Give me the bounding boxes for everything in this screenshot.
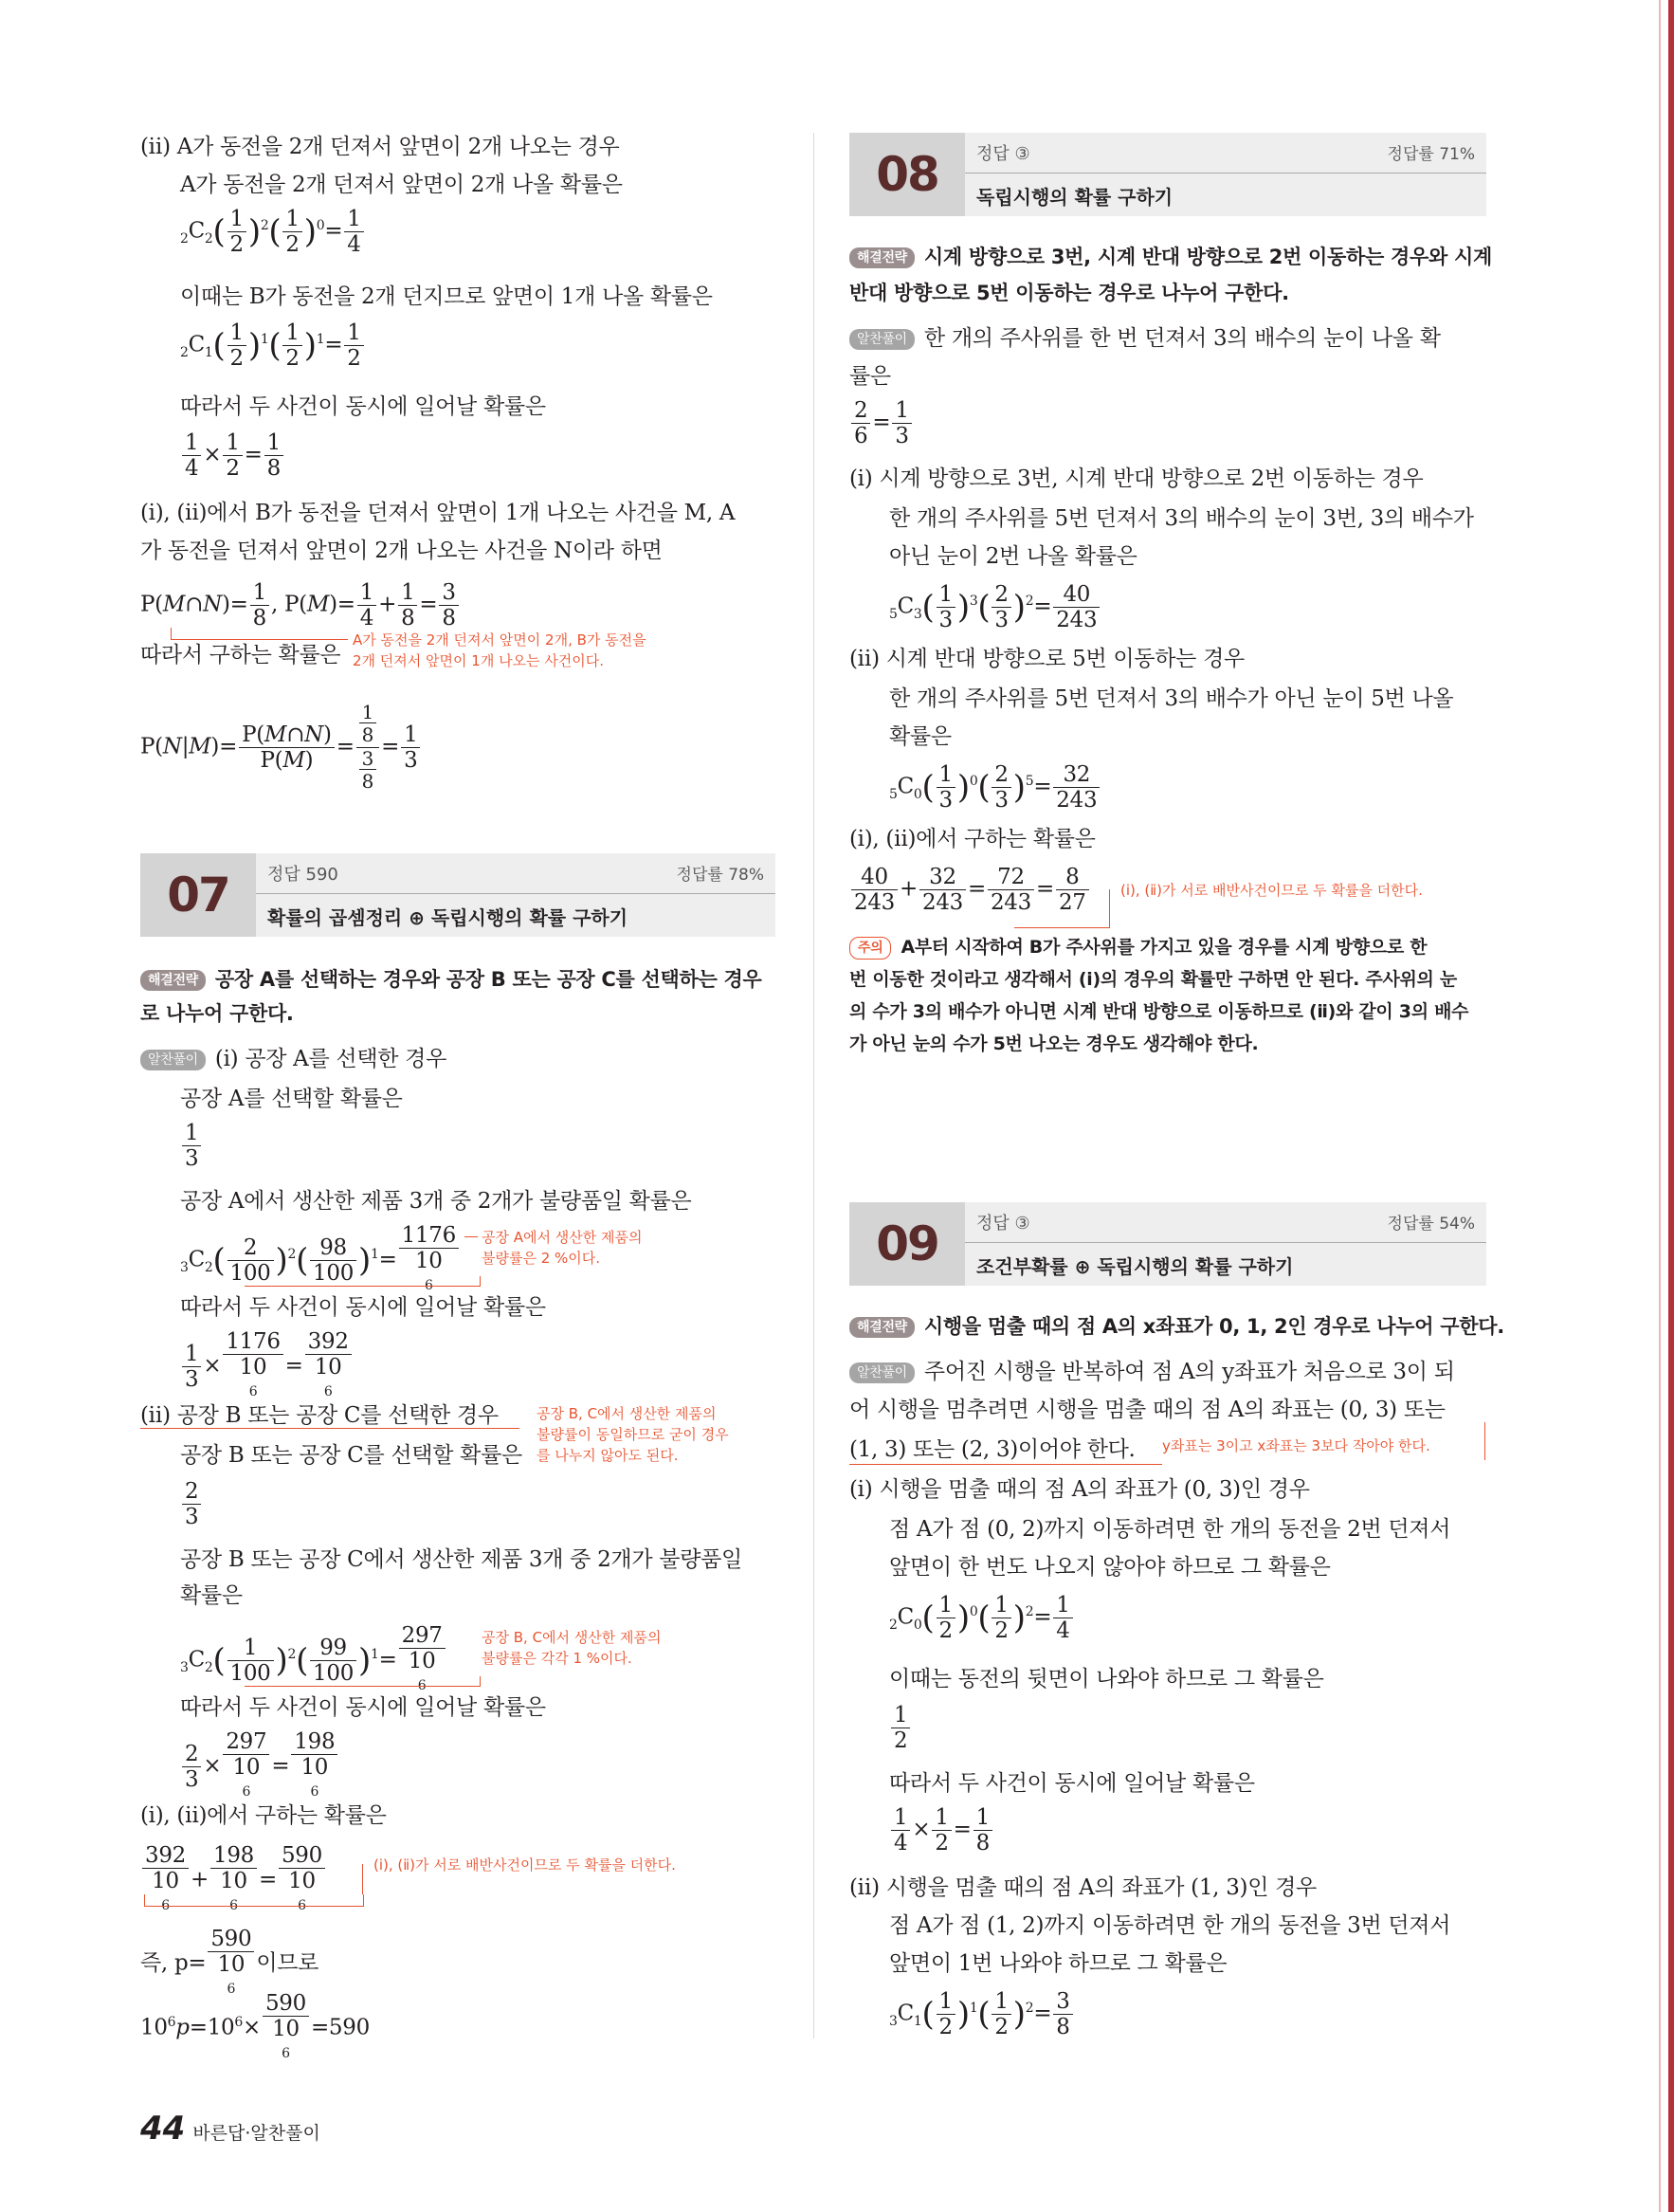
text-line: 앞면이 1번 나와야 하므로 그 확률은 [889, 1951, 1228, 1976]
warning-line: 의 수가 3의 배수가 아니면 시계 반대 방향으로 이동하므로 (ⅱ)와 같이 3의 배수 [849, 1001, 1469, 1022]
annotation-note-line: 를 나누지 않아도 된다. [537, 1447, 679, 1464]
text-line: 한 개의 주사위를 5번 던져서 3의 배수가 아닌 눈이 5번 나올 [889, 686, 1454, 711]
formula: 392 10 6 + 198 10 6 = 590 10 6 [140, 1843, 327, 1918]
formula: P(M∩N)= $\frac{1}{8}$ , P(M)= $\frac{1}{4}$ + $\frac{1}{8}$ = $\frac{3}{8}$ [140, 580, 461, 631]
topic-label [976, 1252, 1293, 1279]
section-07-header [140, 853, 775, 937]
solution-line [140, 1045, 446, 1073]
case-heading: (ⅰ) 시행을 멈출 때의 점 A의 좌표가 (0, 3)인 경우 [849, 1477, 1310, 1502]
header-divider [965, 173, 1486, 174]
text-line: (1, 3) 또는 (2, 3)이어야 한다. [849, 1437, 1136, 1462]
plus-icon: ⊕ [409, 906, 425, 929]
annotation-underline [849, 1464, 1162, 1465]
text-line: 공장 A를 선택할 확률은 [180, 1087, 403, 1111]
annotation-note: (ⅰ), (ⅱ)가 서로 배반사건이므로 두 확률을 더한다. [1120, 882, 1423, 899]
section-number: 07 [140, 853, 256, 937]
section-number: 09 [849, 1202, 965, 1286]
strategy-text: 시행을 멈출 때의 점 A의 x좌표가 0, 1, 2인 경우로 나누어 구한다. [923, 1315, 1504, 1338]
annotation-note [482, 1627, 662, 1669]
warning-line: 번 이동한 것이라고 생각해서 (ⅰ)의 경우의 확률만 구하면 안 된다. 주사위의 눈 [849, 969, 1457, 990]
solution-text: 주어진 시행을 반복하여 점 A의 y좌표가 처음으로 3이 되 [923, 1360, 1455, 1384]
plus-icon: ⊕ [1074, 1255, 1091, 1278]
case-heading: (ⅱ) 시행을 멈출 때의 점 A의 좌표가 (1, 3)인 경우 [849, 1875, 1317, 1900]
formula: $\frac{1}{2}$ [889, 1703, 912, 1753]
text-line: 확률은 [889, 724, 952, 749]
text-line: 이때는 B가 동전을 2개 던지므로 앞면이 1개 나올 확률은 [180, 284, 713, 309]
text-line: 이때는 동전의 뒷면이 나와야 하므로 그 확률은 [889, 1667, 1324, 1691]
text-line: 따라서 구하는 확률은 [140, 643, 341, 667]
case-heading: (ⅱ) 시계 반대 방향으로 5번 이동하는 경우 [849, 647, 1245, 671]
page-footer [140, 2110, 320, 2148]
formula: $\frac{1}{4}$ × $\frac{1}{2}$ = $\frac{1}{8}$ [180, 430, 285, 481]
annotation-note-line: 공장 B, C에서 생산한 제품의 [537, 1405, 717, 1422]
annotation-bracket [245, 1676, 481, 1687]
formula: $_5C_3$( $\frac{1}{3}$ )$^3$( $\frac{2}{3}$ )$^2$= $\frac{40}{243}$ [889, 582, 1101, 632]
warning-text: A부터 시작하여 B가 주사위를 가지고 있을 경우를 시계 방향으로 한 [901, 937, 1428, 958]
formula: $\frac{1}{3}$ [180, 1121, 203, 1171]
correct-rate: 정답률 71% [1387, 145, 1475, 164]
annotation-note-line: 불량률이 동일하므로 굳이 경우 [537, 1426, 729, 1443]
footer-label: 바른답·알찬풀이 [192, 2123, 320, 2144]
strategy-line: 로 나누어 구한다. [140, 1002, 294, 1025]
annotation-note-line: A가 동전을 2개 던져서 앞면이 2개, B가 동전을 [353, 631, 646, 649]
warning-line: 가 아닌 눈의 수가 5번 나오는 경우도 생각해야 한다. [849, 1033, 1259, 1054]
text-line: 따라서 두 사건이 동시에 일어날 확률은 [180, 1695, 546, 1720]
annotation-bracket [362, 1864, 363, 1894]
strategy-tag: 해결전략 [849, 247, 915, 268]
strategy-text: 시계 방향으로 3번, 시계 반대 방향으로 2번 이동하는 경우와 시계 [923, 246, 1492, 268]
formula-text: 즉, p= [140, 1950, 207, 1976]
text-line: 따라서 두 사건이 동시에 일어날 확률은 [889, 1771, 1255, 1796]
text-line: 공장 B 또는 공장 C를 선택할 확률은 [180, 1443, 522, 1468]
text-line: 아닌 눈이 2번 나올 확률은 [889, 544, 1137, 569]
topic-a: 확률의 곱셈정리 [267, 906, 403, 929]
strategy-tag: 해결전략 [849, 1317, 915, 1338]
text-line: 따라서 두 사건이 동시에 일어날 확률은 [180, 394, 546, 419]
annotation-note [353, 630, 646, 671]
annotation-bracket [1109, 889, 1110, 918]
topic-b: 독립시행의 확률 구하기 [430, 906, 628, 929]
annotation-bracket [171, 628, 348, 640]
text-line: (ⅰ), (ⅱ)에서 구하는 확률은 [849, 827, 1096, 851]
annotation-note [537, 1403, 729, 1466]
strategy-line: 반대 방향으로 5번 이동하는 경우로 나누어 구한다. [849, 282, 1289, 304]
annotation-note: y좌표는 3이고 x좌표는 3보다 작아야 한다. [1162, 1437, 1430, 1454]
annotation-note: (ⅰ), (ⅱ)가 서로 배반사건이므로 두 확률을 더한다. [373, 1856, 676, 1874]
section-08-header [849, 133, 1486, 216]
annotation-bracket [1014, 918, 1110, 928]
annotation-bracket [245, 1276, 481, 1287]
formula: $\frac{2}{3}$ × 297 10 6 = 198 10 6 [180, 1729, 339, 1804]
case-ii-heading: (ⅱ) A가 동전을 2개 던져서 앞면이 2개 나오는 경우 [140, 135, 620, 159]
section-09-header [849, 1202, 1486, 1286]
formula: $_3C_1$( $\frac{1}{2}$ )$^1$( $\frac{1}{2}$ )$^2$= $\frac{3}{8}$ [889, 1989, 1075, 2039]
warning-tag: 주의 [849, 937, 891, 960]
answer-label: 정답 ③ [976, 1214, 1030, 1234]
solution-line [849, 1358, 1455, 1386]
text-line: (ⅰ), (ⅱ)에서 구하는 확률은 [140, 1803, 387, 1828]
text-line: 점 A가 점 (0, 2)까지 이동하려면 한 개의 동전을 2번 던져서 [889, 1517, 1451, 1542]
warning-line [849, 933, 1427, 961]
formula: $_5C_0$( $\frac{1}{3}$ )$^0$( $\frac{2}{3}$ )$^5$= $\frac{32}{243}$ [889, 762, 1101, 813]
column-divider [813, 133, 814, 2038]
page-edge-line [1659, 0, 1661, 2212]
formula: $10^6p=10^6\times$ 590 10 6 =590 [140, 1991, 370, 2061]
text-line: 가 동전을 던져서 앞면이 2개 나오는 사건을 N이라 하면 [140, 539, 663, 563]
text-line: 확률은 [180, 1583, 243, 1608]
header-divider [256, 893, 775, 894]
text-line: (ⅰ), (ⅱ)에서 B가 동전을 던져서 앞면이 1개 나오는 사건을 M, A [140, 501, 736, 525]
formula: $_3C_2$( $\frac{2}{100}$ )$^2$( $\frac{98}{100}$ )$^1$= 1176 10 6 [180, 1223, 461, 1298]
topic-a: 조건부확률 [976, 1255, 1068, 1278]
text-line: 공장 B 또는 공장 C에서 생산한 제품 3개 중 2개가 불량품일 [180, 1547, 742, 1572]
section-number: 08 [849, 133, 965, 216]
text-line: 률은 [849, 364, 891, 389]
header-divider [965, 1242, 1486, 1243]
correct-rate: 정답률 54% [1387, 1215, 1475, 1234]
solution-text: 한 개의 주사위를 한 번 던져서 3의 배수의 눈이 나올 확 [923, 326, 1441, 351]
formula: P(N|M)= $\frac{P(M\cap N)}{P(M)}$ = 1 8 3 8 = $\frac{1}{3}$ [140, 702, 422, 794]
annotation-arrow [464, 1236, 478, 1237]
text-line: 앞면이 한 번도 나오지 않아야 하므로 그 확률은 [889, 1555, 1331, 1580]
answer-label: 정답 590 [267, 865, 338, 885]
formula: $\frac{2}{3}$ [180, 1479, 203, 1529]
text-line: 따라서 두 사건이 동시에 일어날 확률은 [180, 1295, 546, 1320]
solution-line [849, 324, 1441, 353]
text-line: 어 시행을 멈추려면 시행을 멈출 때의 점 A의 좌표는 (0, 3) 또는 [849, 1398, 1446, 1422]
page-number: 44 [140, 2110, 186, 2148]
formula-text: 이므로 [256, 1950, 319, 1976]
topic-label [267, 903, 628, 930]
formula: $\frac{1}{3}$ × 1176 10 6 = 392 10 6 [180, 1329, 354, 1404]
strategy-line [849, 1312, 1504, 1341]
case-heading: (ⅰ) 공장 A를 선택한 경우 [214, 1047, 447, 1071]
topic-label: 독립시행의 확률 구하기 [976, 186, 1174, 209]
formula: $_2C_1$( $\frac{1}{2}$ )$^1$( $\frac{1}{2}$ )$^1$= $\frac{1}{2}$ [180, 320, 366, 371]
case-heading: (ⅱ) 공장 B 또는 공장 C를 선택한 경우 [140, 1403, 499, 1428]
annotation-note-line: 공장 B, C에서 생산한 제품의 [482, 1629, 662, 1646]
annotation-note-line: 불량률은 2 %이다. [482, 1250, 601, 1267]
solution-tag: 알찬풀이 [849, 329, 915, 350]
answer-label: 정답 ③ [976, 144, 1030, 164]
text-line: 한 개의 주사위를 5번 던져서 3의 배수의 눈이 3번, 3의 배수가 [889, 506, 1474, 531]
solution-tag: 알찬풀이 [140, 1050, 206, 1070]
formula: $_2C_2$( $\frac{1}{2}$ )$^2$( $\frac{1}{2}$ )$^0$= $\frac{1}{4}$ [180, 207, 366, 257]
formula: $_3C_2$( $\frac{1}{100}$ )$^2$( $\frac{99}{100}$ )$^1$= 297 10 6 [180, 1623, 447, 1698]
annotation-bracket [144, 1894, 364, 1907]
formula: $\frac{40}{243}$ + $\frac{32}{243}$ = $\frac{72}{243}$ = $\frac{8}{27}$ [849, 865, 1091, 915]
correct-rate: 정답률 78% [676, 866, 764, 885]
formula: $\frac{1}{4}$ × $\frac{1}{2}$ = $\frac{1}{8}$ [889, 1805, 994, 1856]
annotation-note [482, 1227, 642, 1269]
case-heading: (ⅰ) 시계 방향으로 3번, 시계 반대 방향으로 2번 이동하는 경우 [849, 466, 1424, 491]
annotation-underline [140, 1428, 519, 1429]
strategy-tag: 해결전략 [140, 970, 206, 991]
formula: 즉, p= 590 10 6 이므로 [140, 1927, 319, 1997]
page-edge-bar [1668, 0, 1674, 2212]
annotation-note-line: 2개 던져서 앞면이 1개 나오는 사건이다. [353, 652, 605, 669]
formula: $_2C_0$( $\frac{1}{2}$ )$^0$( $\frac{1}{2}$ )$^2$= $\frac{1}{4}$ [889, 1593, 1075, 1643]
strategy-line [140, 965, 761, 994]
strategy-text: 공장 A를 선택하는 경우와 공장 B 또는 공장 C를 선택하는 경우 [214, 968, 762, 991]
annotation-note-line: 불량률은 각각 1 %이다. [482, 1650, 632, 1667]
text-line: 공장 A에서 생산한 제품 3개 중 2개가 불량품일 확률은 [180, 1189, 692, 1214]
topic-b: 독립시행의 확률 구하기 [1097, 1255, 1294, 1278]
annotation-note-line: 공장 A에서 생산한 제품의 [482, 1229, 643, 1246]
text-line: 점 A가 점 (1, 2)까지 이동하려면 한 개의 동전을 3번 던져서 [889, 1913, 1451, 1938]
solution-tag: 알찬풀이 [849, 1362, 915, 1383]
formula: $\frac{2}{6}$ = $\frac{1}{3}$ [849, 398, 914, 448]
text-line: A가 동전을 2개 던져서 앞면이 2개 나올 확률은 [180, 173, 623, 197]
strategy-line [849, 243, 1492, 271]
